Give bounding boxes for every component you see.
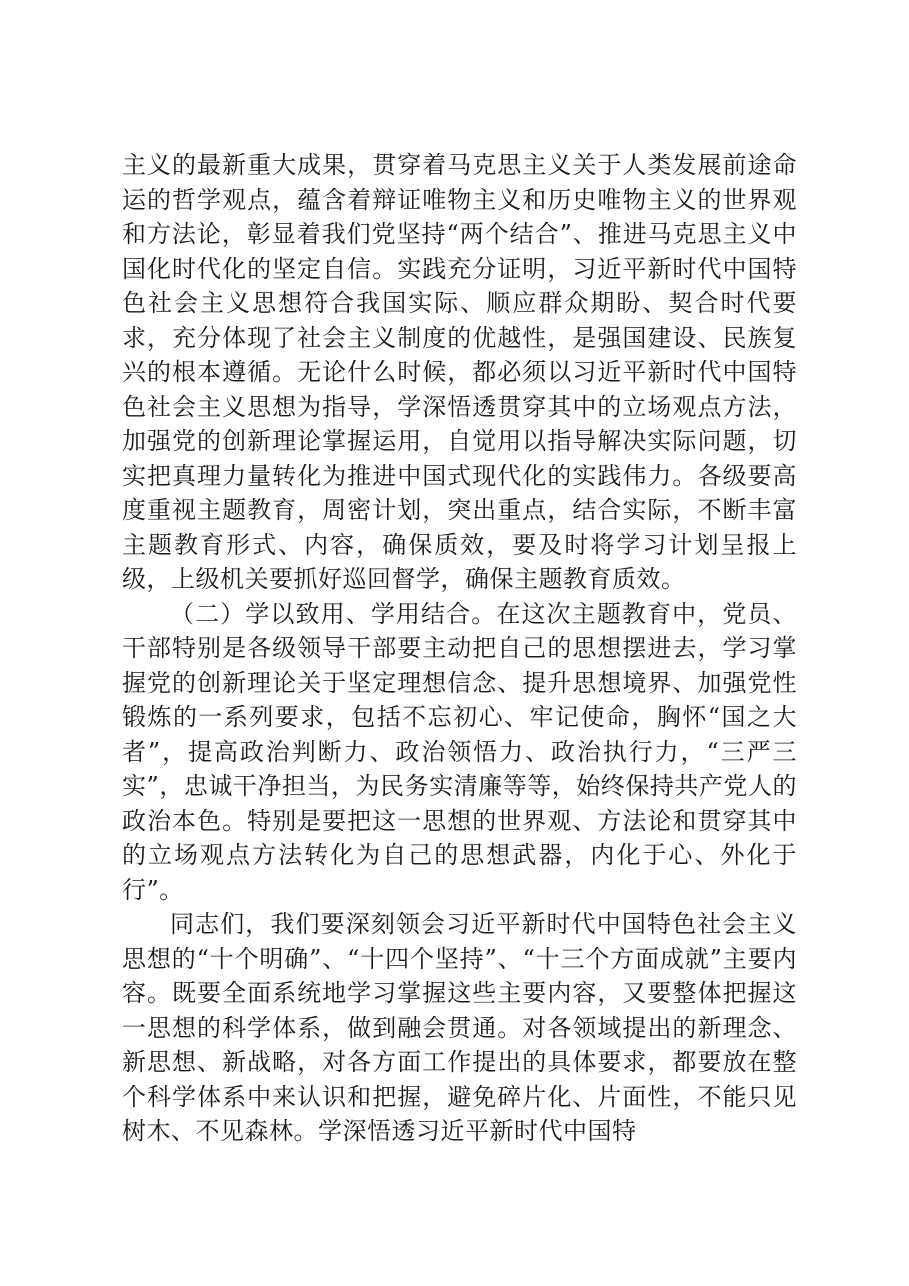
document-body — [122, 148, 797, 1149]
paragraph-continuation: 主义的最新重大成果，贯穿着马克思主义关于人类发展前途命运的哲学观点，蕴含着辩证唯物主义和历史唯物主义的世界观和方法论，彰显着我们党坚持“两个结合”、推进马克思主义中国化时代化的坚定自信。实践充分证明，习近平新时代中国特色社会主义思想符合我国实际、顺应群众期盼、契合时代要求，充分体现了社会主义制度的优越性，是强国建设、民族复兴的根本遵循。无论什么时候，都必须以习近平新时代中国特色社会主义思想为指导，学深悟透贯穿其中的立场观点方法，加强党的创新理论掌握运用，自觉用以指导解决实际问题，切实把真理力量转化为推进中国式现代化的实践伟力。各级要高度重视主题教育，周密计划，突出重点，结合实际，不断丰富主题教育形式、内容，确保质效，要及时将学习计划呈报上级，上级机关要抓好巡回督学，确保主题教育质效。 — [122, 151, 797, 593]
paragraph-comrades: 同志们，我们要深刻领会习近平新时代中国特色社会主义思想的“十个明确”、“十四个坚持”、“十三个方面成就”主要内容。既要全面系统地学习掌握这些主要内容，又要整体把握这一思想的科学体系，做到融会贯通。对各领域提出的新理念、新思想、新战略，对各方面工作提出的具体要求，都要放在整个科学体系中来认识和把握，避免碎片化、片面性，不能只见树木、不见森林。学深悟透习近平新时代中国特 — [122, 910, 797, 1145]
paragraph-section-two: （二）学以致用、学用结合。在这次主题教育中，党员、干部特别是各级领导干部要主动把自己的思想摆进去，学习掌握党的创新理论关于坚定理想信念、提升思想境界、加强党性锻炼的一系列要求，包括不忘初心、牢记使命，胸怀“国之大者”，提高政治判断力、政治领悟力、政治执行力，“三严三实”，忠诚干净担当，为民务实清廉等等，始终保持共产党人的政治本色。特别是要把这一思想的世界观、方法论和贯穿其中的立场观点方法转化为自己的思想武器，内化于心、外化于行”。 — [122, 599, 797, 904]
